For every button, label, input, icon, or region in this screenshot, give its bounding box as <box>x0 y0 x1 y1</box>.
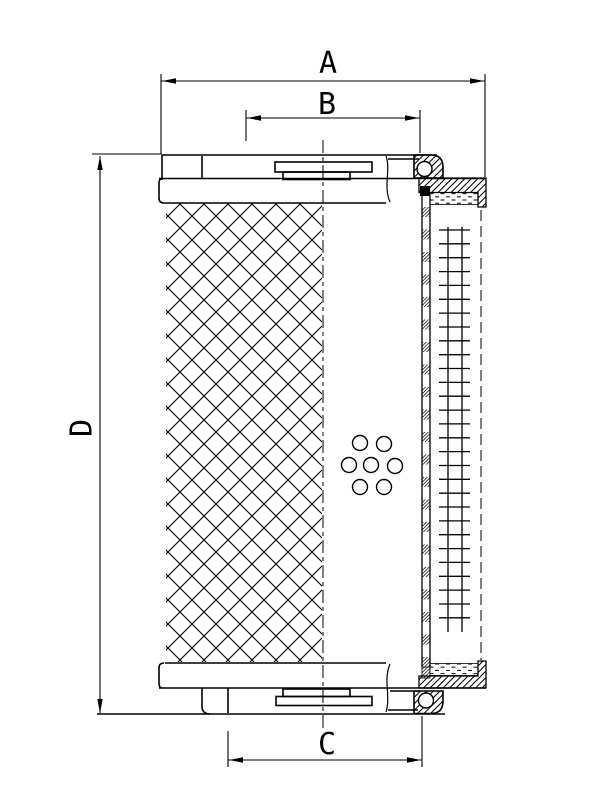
arrow-a-left <box>162 78 176 83</box>
shell-hatch-segment <box>422 252 430 262</box>
dim-label-b: B <box>317 87 337 122</box>
shell-hatch-segment <box>422 612 430 622</box>
shell-hatch-segment <box>422 342 430 352</box>
shell-hatch-segment <box>422 500 430 510</box>
shell-hatch-segment <box>422 297 430 307</box>
bottom-seal-block <box>422 667 430 678</box>
dim-label-a: A <box>318 46 338 81</box>
shell-hatch-segment <box>422 365 430 375</box>
shell-hatch-segment <box>422 477 430 487</box>
dim-label-c: C <box>317 727 337 762</box>
shell-hatch-segment <box>422 455 430 465</box>
shell-hatch-segment <box>422 545 430 555</box>
arrow-c-right <box>407 757 421 762</box>
dimension-c <box>228 716 422 767</box>
dimension-b <box>246 87 420 153</box>
bottom-bayonet-slot-outer <box>276 697 372 706</box>
perforation-hole <box>377 480 392 495</box>
o-ring-top <box>417 162 432 177</box>
shell-hatch-segment <box>422 207 430 217</box>
support-mesh <box>439 227 470 632</box>
arrow-a-right <box>470 78 484 83</box>
perforation-hole <box>342 458 357 473</box>
perforation-hole <box>364 458 379 473</box>
perforation-hole <box>353 436 368 451</box>
port-assembly <box>414 155 486 714</box>
perforation-hole <box>353 480 368 495</box>
perforation-hole <box>388 459 403 474</box>
arrow-d-bottom <box>97 699 102 713</box>
filter-element-section <box>97 155 486 714</box>
top-gasket-stipple <box>430 193 478 205</box>
shell-hatch-segment <box>422 590 430 600</box>
shell-hatch-segment <box>422 657 430 667</box>
shell-hatch-segment <box>422 320 430 330</box>
shell-hatch-segment <box>422 635 430 645</box>
shell-hatch-segment <box>422 387 430 397</box>
perforation-holes <box>342 436 403 495</box>
o-ring-bottom <box>419 693 434 708</box>
dim-label-d: D <box>64 418 100 438</box>
top-seal-block <box>420 186 430 196</box>
arrow-c-left <box>229 757 243 762</box>
filter-media-crosshatch <box>166 203 322 662</box>
dimension-d <box>65 154 163 713</box>
arrow-b-left <box>247 115 261 120</box>
bottom-bayonet-slot-inner <box>283 689 350 697</box>
arrow-b-right <box>405 115 419 120</box>
shell-hatch-segment <box>422 275 430 285</box>
shell-hatch-segment <box>422 410 430 420</box>
shell-hatch-segment <box>422 230 430 240</box>
shell-hatch-segment <box>422 567 430 577</box>
shell-hatch-segment <box>422 432 430 442</box>
shell-hatch-segment <box>422 522 430 532</box>
perforation-hole <box>377 437 392 452</box>
arrow-d-top <box>97 156 102 170</box>
outer-shell-wall <box>422 196 430 667</box>
bottom-gasket-stipple <box>430 664 478 676</box>
